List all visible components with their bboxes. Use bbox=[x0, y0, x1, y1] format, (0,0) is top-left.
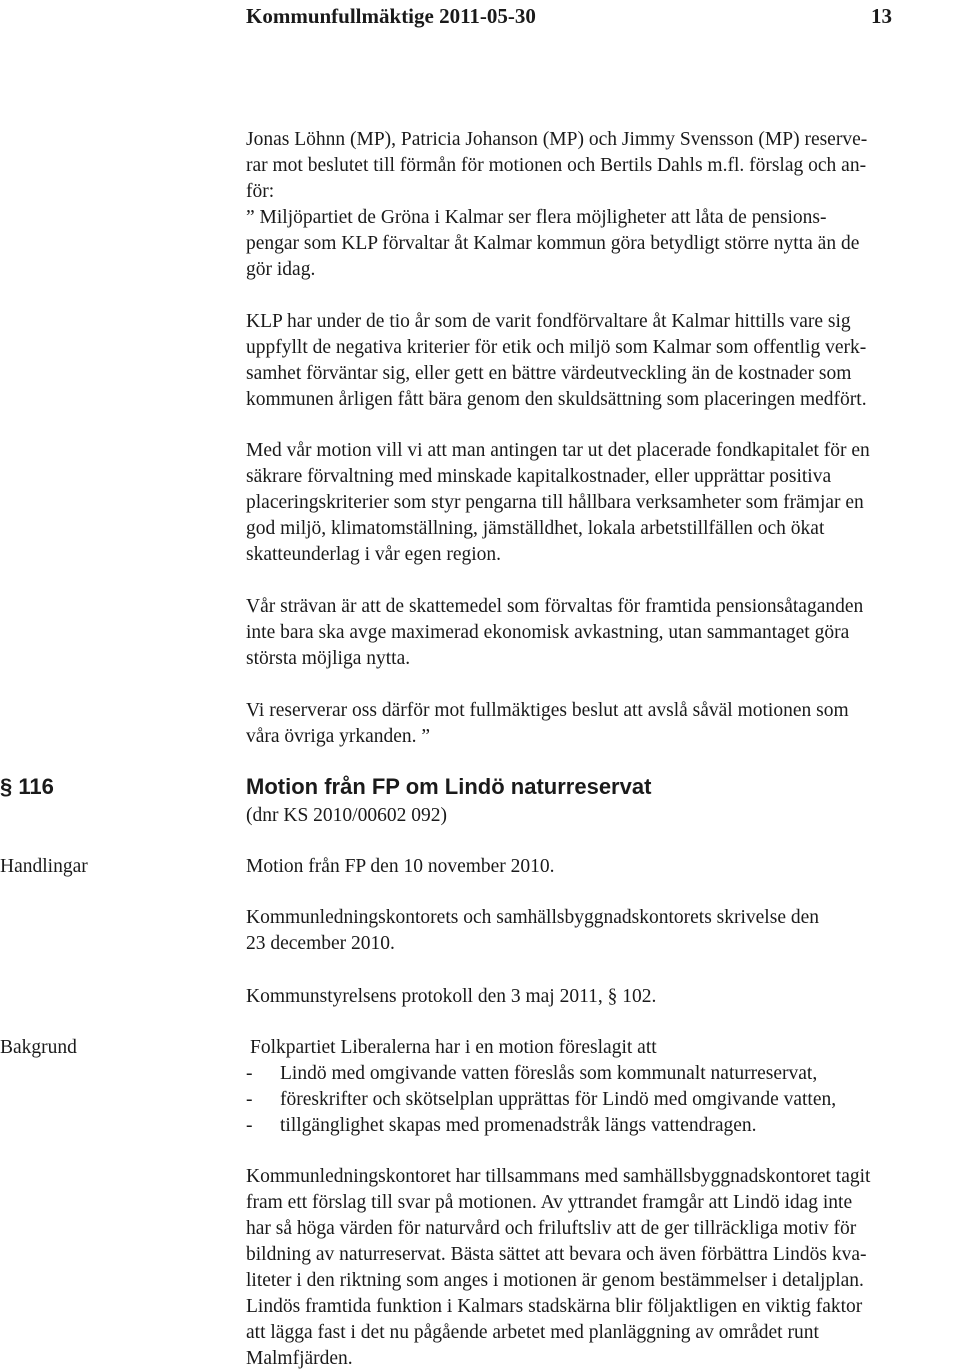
paragraph-line: Malmfjärden. bbox=[246, 1348, 353, 1369]
paragraph-line: Vår strävan är att de skattemedel som förvaltas för framtida pensionsåtaganden bbox=[246, 596, 864, 617]
handlingar-line: Kommunstyrelsens protokoll den 3 maj 2011, § 102. bbox=[246, 986, 657, 1007]
handlingar-item bbox=[246, 854, 958, 880]
reservation-paragraph bbox=[246, 438, 958, 568]
dash-marker: - bbox=[246, 1089, 253, 1110]
reservation-line: rar mot beslutet till förmån för motionen och Bertils Dahls m.fl. förslag och an- bbox=[246, 155, 867, 176]
dash-list-item bbox=[246, 1061, 958, 1087]
handlingar-line: 23 december 2010. bbox=[246, 933, 395, 954]
dash-marker: - bbox=[246, 1063, 253, 1084]
paragraph-line: säkrare förvaltning med minskade kapitalkostnader, eller upprättar positiva bbox=[246, 466, 832, 487]
paragraph-line: placeringskriterier som styr pengarna till hållbara verksamheter som främjar en bbox=[246, 492, 864, 513]
dash-marker: - bbox=[246, 1115, 253, 1136]
reservation-line: gör idag. bbox=[246, 259, 316, 280]
paragraph-line: att lägga fast i det nu pågående arbetet med planläggning av området runt bbox=[246, 1322, 819, 1343]
handlingar-item bbox=[246, 905, 958, 957]
dash-item-text: tillgänglighet skapas med promenadstråk längs vattendragen. bbox=[280, 1115, 757, 1136]
document-header-title: Kommunfullmäktige 2011-05-30 bbox=[246, 4, 536, 28]
paragraph-line: största möjliga nytta. bbox=[246, 648, 411, 669]
section-title: Motion från FP om Lindö naturreservat bbox=[246, 774, 652, 799]
dash-item-text: Lindö med omgivande vatten föreslås som kommunalt naturreservat, bbox=[280, 1063, 818, 1084]
paragraph-line: Kommunledningskontoret har tillsammans med samhällsbyggnadskontoret tagit bbox=[246, 1166, 871, 1187]
paragraph-line: Lindös framtida funktion i Kalmars stadskärna blir följaktligen en viktig faktor bbox=[246, 1296, 863, 1317]
reservation-line: ” Miljöpartiet de Gröna i Kalmar ser flera möjligheter att låta de pensions- bbox=[246, 207, 827, 228]
paragraph-line: Vi reserverar oss därför mot fullmäktiges beslut att avslå såväl motionen som bbox=[246, 700, 849, 721]
handlingar-line: Kommunledningskontorets och samhällsbyggnadskontorets skrivelse den bbox=[246, 907, 820, 928]
paragraph-line: har så höga värden för naturvård och friluftsliv att de ger tillräckliga motiv för bbox=[246, 1218, 857, 1239]
page-number: 13 bbox=[871, 4, 892, 28]
handlingar-label: Handlingar bbox=[0, 856, 88, 877]
bakgrund-label: Bakgrund bbox=[0, 1037, 77, 1058]
paragraph-line: skatteunderlag i vår egen region. bbox=[246, 544, 502, 565]
paragraph-line: fram ett förslag till svar på motionen. Av yttrandet framgår att Lindö idag inte bbox=[246, 1192, 853, 1213]
reservation-paragraph bbox=[246, 309, 958, 413]
handlingar-item bbox=[246, 984, 958, 1010]
reservation-paragraph bbox=[246, 594, 958, 672]
reservation-block bbox=[246, 127, 958, 283]
bakgrund-paragraph bbox=[246, 1164, 958, 1372]
dash-list-item bbox=[246, 1087, 958, 1113]
paragraph-line: KLP har under de tio år som de varit fondförvaltare åt Kalmar hittills vare sig bbox=[246, 311, 851, 332]
section-mark: § 116 bbox=[0, 774, 54, 799]
paragraph-line: våra övriga yrkanden. ” bbox=[246, 726, 431, 747]
reservation-line: pengar som KLP förvaltar åt Kalmar kommun göra betydligt större nytta än de bbox=[246, 233, 860, 254]
dash-item-text: föreskrifter och skötselplan upprättas för Lindö med omgivande vatten, bbox=[280, 1089, 837, 1110]
paragraph-line: inte bara ska avge maximerad ekonomisk avkastning, utan sammantaget göra bbox=[246, 622, 850, 643]
reservation-paragraph bbox=[246, 698, 958, 750]
paragraph-line: samhet förväntar sig, eller gett en bättre värdeutveckling än de kostnader som bbox=[246, 363, 852, 384]
bakgrund-intro-block bbox=[246, 1035, 958, 1139]
paragraph-line: Med vår motion vill vi att man antingen tar ut det placerade fondkapitalet för en bbox=[246, 440, 870, 461]
paragraph-line: bildning av naturreservat. Bästa sättet att bevara och även förbättra Lindös kva- bbox=[246, 1244, 867, 1265]
paragraph-line: kommunen årligen fått bära genom den skuldsättning som placeringen medfört. bbox=[246, 389, 867, 410]
paragraph-line: uppfyllt de negativa kriterier för etik och miljö som Kalmar som offentlig verk- bbox=[246, 337, 867, 358]
section-dnr: (dnr KS 2010/00602 092) bbox=[246, 805, 447, 826]
paragraph-line: liteter i den riktning som anges i motionen är genom bestämmelser i detaljplan. bbox=[246, 1270, 864, 1291]
bakgrund-intro: Folkpartiet Liberalerna har i en motion föreslagit att bbox=[250, 1037, 657, 1058]
handlingar-line: Motion från FP den 10 november 2010. bbox=[246, 856, 555, 877]
paragraph-line: god miljö, klimatomställning, jämställdhet, lokala arbetstillfällen och ökat bbox=[246, 518, 825, 539]
reservation-line: Jonas Löhnn (MP), Patricia Johanson (MP) och Jimmy Svensson (MP) reserve- bbox=[246, 129, 868, 150]
dash-list-item bbox=[246, 1113, 958, 1139]
reservation-line: för: bbox=[246, 181, 275, 202]
